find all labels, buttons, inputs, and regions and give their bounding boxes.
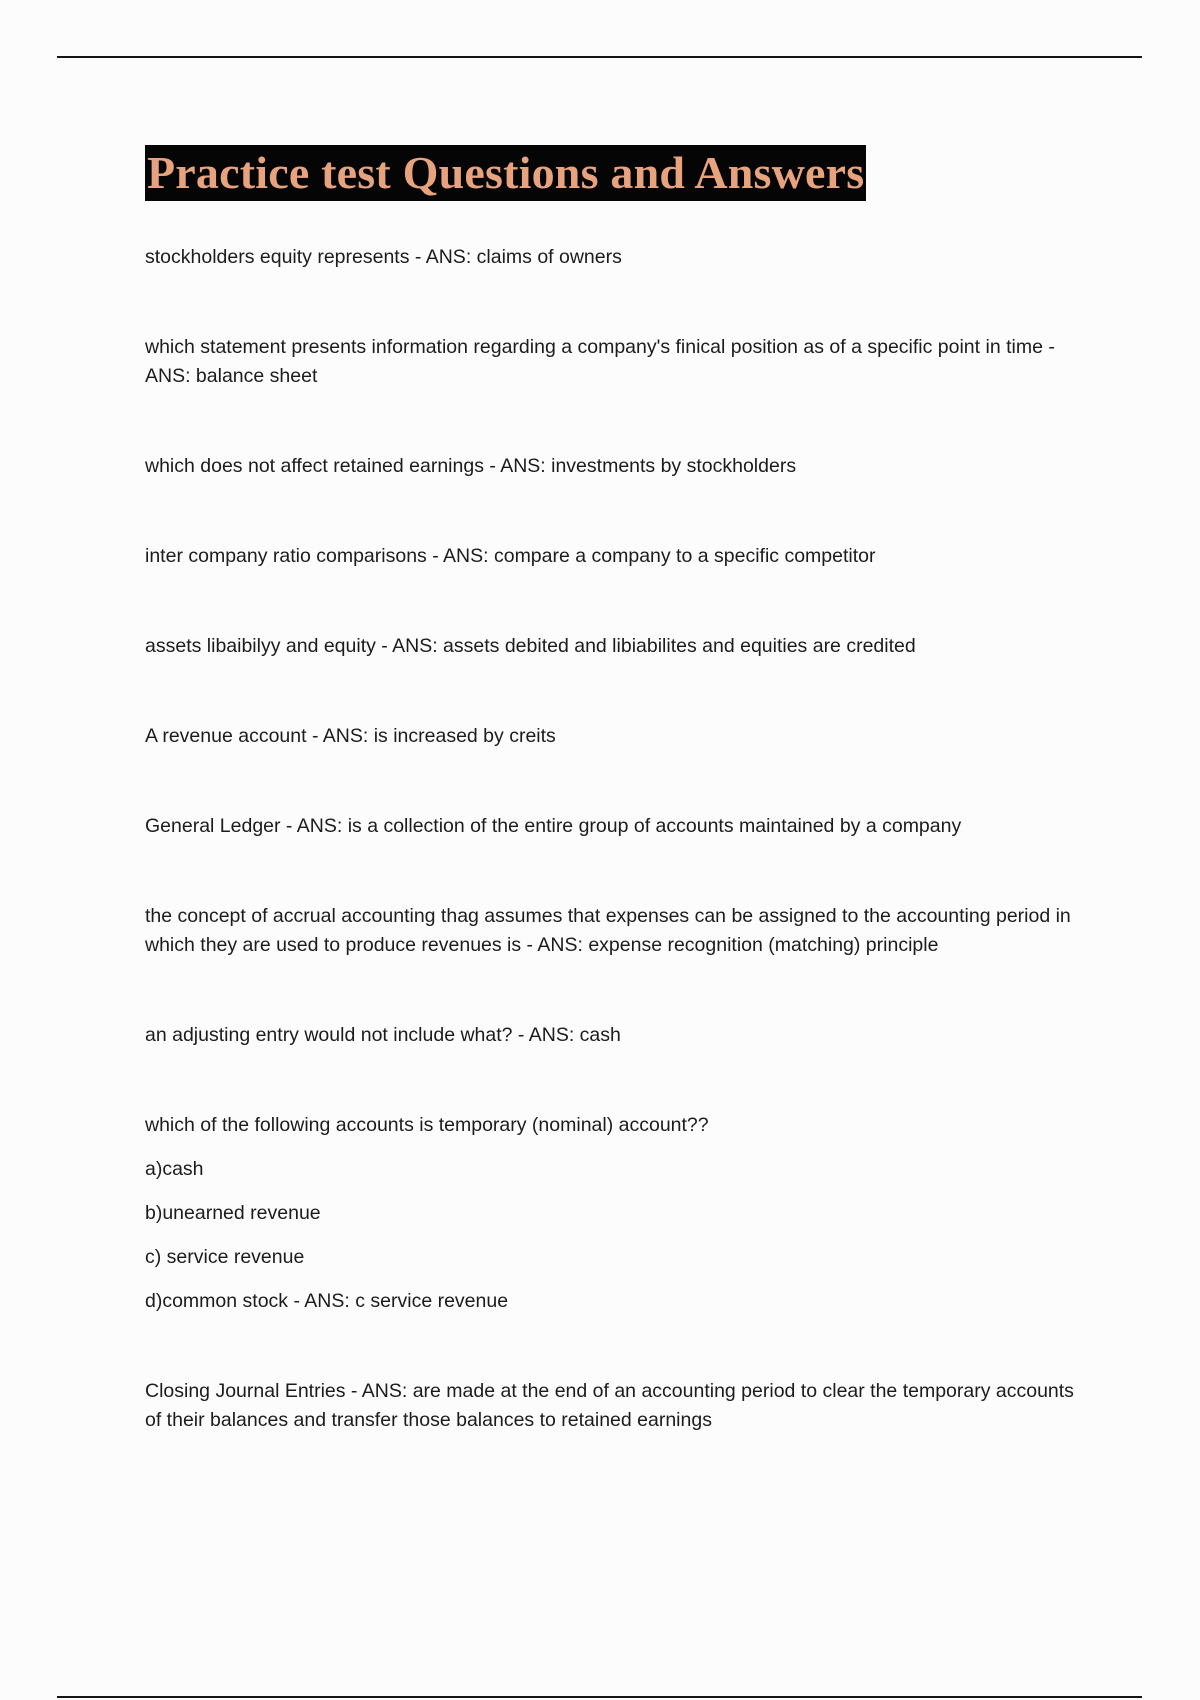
qa-item: assets libaibilyy and equity - ANS: assets debited and libiabilites and equities are credited	[145, 635, 916, 657]
answer-option: b)unearned revenue	[145, 1202, 321, 1224]
qa-item: an adjusting entry would not include what? - ANS: cash	[145, 1024, 621, 1046]
answer-option: c) service revenue	[145, 1246, 305, 1268]
qa-item: which does not affect retained earnings - ANS: investments by stockholders	[145, 455, 797, 477]
qa-item: inter company ratio comparisons - ANS: compare a company to a specific competitor	[145, 545, 876, 567]
qa-item: stockholders equity represents - ANS: claims of owners	[145, 246, 622, 268]
question-text: which of the following accounts is temporary (nominal) account??	[145, 1114, 709, 1136]
bottom-divider	[57, 1696, 1142, 1698]
answer-option: d)common stock - ANS: c service revenue	[145, 1290, 509, 1312]
multiple-choice-question	[145, 1111, 1085, 1316]
qa-item: General Ledger - ANS: is a collection of the entire group of accounts maintained by a company	[145, 815, 962, 837]
answer-option: a)cash	[145, 1158, 204, 1180]
document-title: Practice test Questions and Answers	[145, 145, 866, 201]
top-divider	[57, 56, 1142, 58]
qa-item: A revenue account - ANS: is increased by creits	[145, 725, 556, 747]
qa-item: Closing Journal Entries - ANS: are made at the end of an accounting period to clear the temporary accounts of their balances and transfer those balances to retained earnings	[145, 1380, 1074, 1431]
document-body	[145, 145, 1085, 1435]
qa-item: the concept of accrual accounting thag assumes that expenses can be assigned to the accounting period in which they are used to produce revenues is - ANS: expense recognition (matching) principle	[145, 905, 1071, 956]
qa-item: which statement presents information regarding a company's finical position as of a specific point in time - ANS: balance sheet	[145, 336, 1055, 387]
